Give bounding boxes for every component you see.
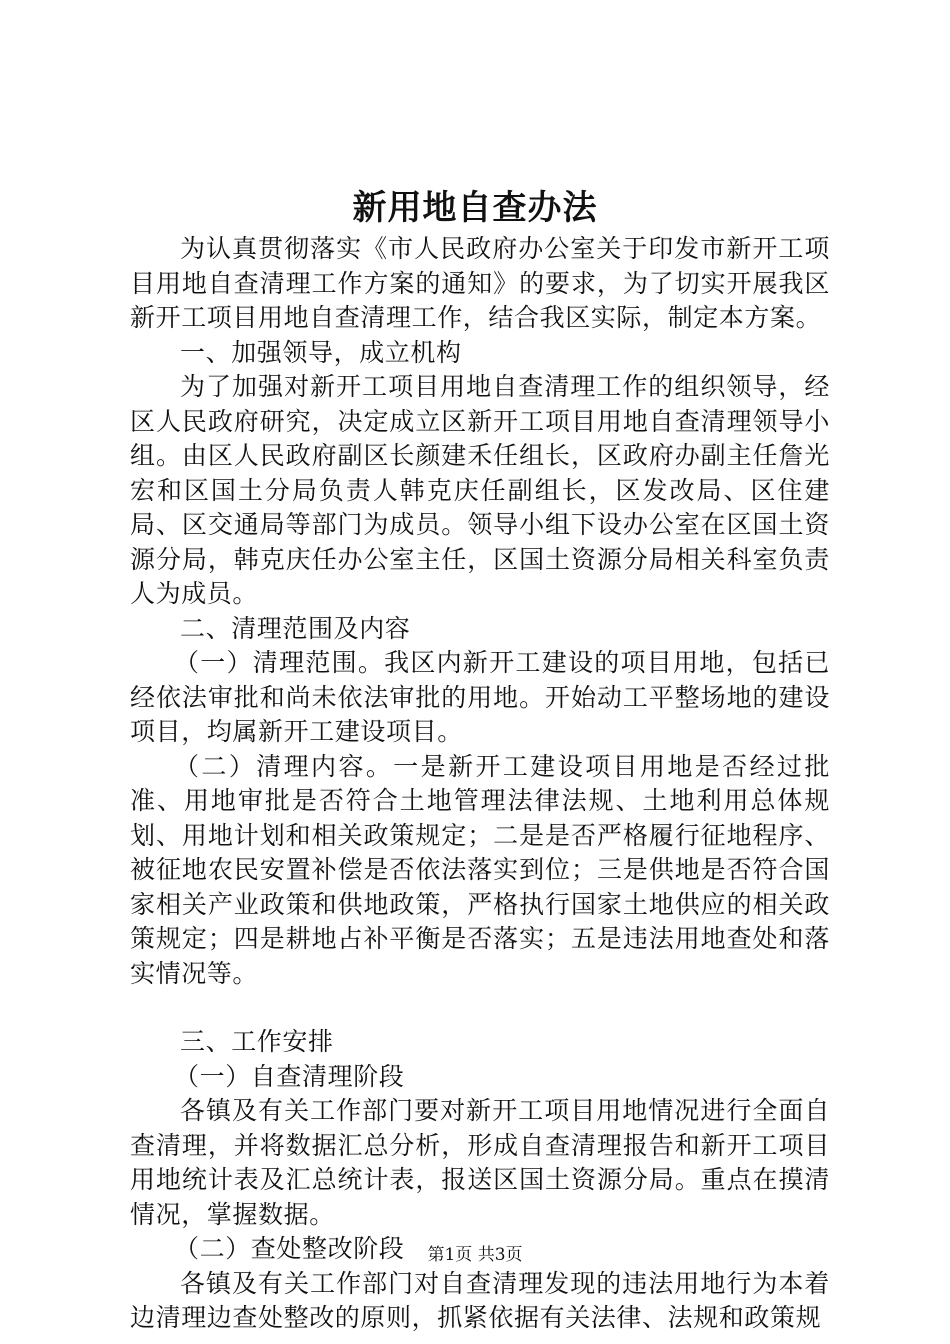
intro-paragraph: 为认真贯彻落实《市人民政府办公室关于印发市新开工项目用地自查清理工作方案的通知》的要求，为了切实开展我区新开工项目用地自查清理工作，结合我区实际，制定本方案。 <box>130 234 830 332</box>
paragraph-gap <box>130 991 830 1025</box>
section-3-paragraph-2: 各镇及有关工作部门对自查清理发现的违法用地行为本着边清理边查处整改的原则，抓紧依据有关法律、法规和政策规 <box>130 1268 830 1332</box>
document-title: 新用地自查办法 <box>352 188 598 228</box>
section-2-item-1: （一）清理范围。我区内新开工建设的项目用地，包括已经依法审批和尚未依法审批的用地。开始动工平整场地的建设项目，均属新开工建设项目。 <box>130 648 830 746</box>
section-heading-1: 一、加强领导，成立机构 <box>180 337 462 367</box>
section-1-paragraph: 为了加强对新开工项目用地自查清理工作的组织领导，经区人民政府研究，决定成立区新开工项目用地自查清理领导小组。由区人民政府副区长颜建禾任组长，区政府办副主任詹光宏和区国土分局负责人韩克庆任副组长，区发改局、区住建局、区交通局等部门为成员。领导小组下设办公室在区国土资源分局，韩克庆任办公室主任，区国土资源分局相关科室负责人为成员。 <box>130 372 830 608</box>
page-footer: 第1页 共3页 <box>427 1245 523 1265</box>
section-heading-3: 三、工作安排 <box>180 1027 334 1056</box>
section-3-subheading-1: （一）自查清理阶段 <box>174 1061 405 1091</box>
section-3-paragraph-1: 各镇及有关工作部门要对新开工项目用地情况进行全面自查清理，并将数据汇总分析，形成自查清理报告和新开工项目用地统计表及汇总统计表，报送区国土资源分局。重点在摸清情况，掌握数据。 <box>130 1096 830 1229</box>
section-2-item-2: （二）清理内容。一是新开工建设项目用地是否经过批准、用地审批是否符合土地管理法律法规、土地利用总体规划、用地计划和相关政策规定；二是是否严格履行征地程序、被征地农民安置补偿是否依法落实到位；三是供地是否符合国家相关产业政策和供地政策，严格执行国家土地供应的相关政策规定；四是耕地占补平衡是否落实；五是违法用地查处和落实情况等。 <box>130 751 830 988</box>
document-body <box>130 232 830 1336</box>
section-heading-2: 二、清理范围及内容 <box>180 613 411 643</box>
section-3-subheading-2: （二）查处整改阶段 <box>174 1234 405 1263</box>
